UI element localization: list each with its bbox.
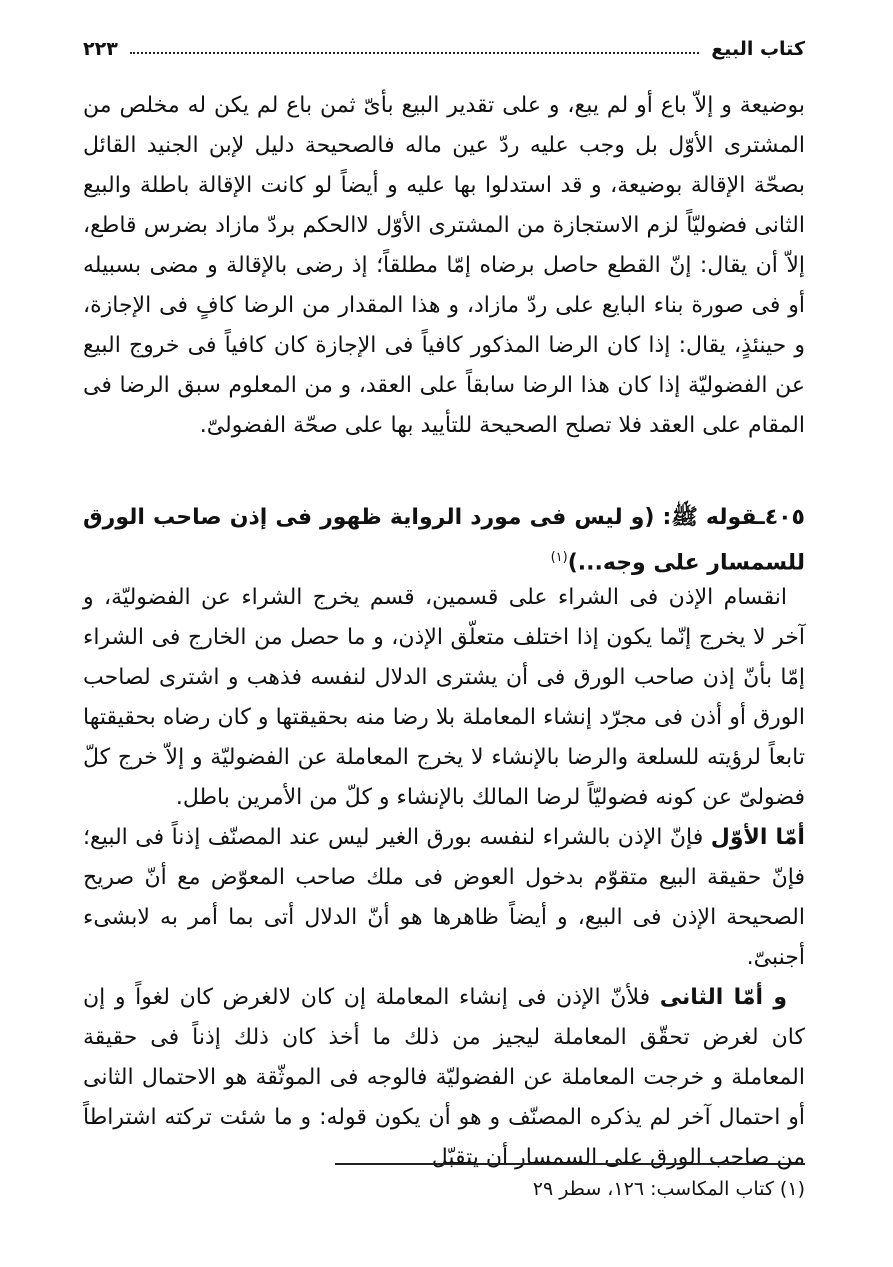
header-dotted-leader bbox=[130, 52, 699, 54]
section-heading bbox=[83, 498, 805, 583]
footnote-reference: (١) bbox=[550, 550, 568, 565]
section-paragraph-3: و أمّا الثانى فلأنّ الإذن فى إنشاء المعاملة إن كان لالغرض كان لغواً و إن كان لغرض تحقّق المعاملة ليجيز من ذلك ما أخذ كان ذلك إذناً فى حقيقة المعاملة و خرجت المعاملة عن الفضوليّة فالوجه فى الموثّقة هو الاحتمال الثانى أو احتمال آخر لم يذكره المصنّف و هو أن يكون قوله: و ما شئت تركته اشتراطاً من صاحب الورق على السمسار أن يتقبّل bbox=[83, 985, 805, 1170]
section-paragraph-3-lead: و أمّا الثانى bbox=[659, 985, 787, 1010]
section-heading-text: قوله ﷺ: (و ليس فى مورد الرواية ظهور فى إذن صاحب الورق للسمسار على وجه...) bbox=[83, 505, 805, 576]
running-header bbox=[83, 32, 805, 66]
body-text bbox=[83, 86, 805, 446]
section-paragraph-1: انقسام الإذن فى الشراء على قسمين، قسم يخرج الشراء عن الفضوليّة، و آخر لا يخرج إنّما يكون إذا اختلف متعلّق الإذن، و ما حصل من الخارج فى الشراء إمّا بأنّ إذن صاحب الورق فى أن يشترى الدلال لنفسه فذهب و اشترى لصاحب الورق أو أذن فى مجرّد إنشاء المعاملة بلا رضا منه بحقيقتها و كان رضاه بحقيقتها تابعاً لرؤيته للسلعة والرضا بالإنشاء لا يخرج المعاملة عن الفضوليّة و إلاّ خرج كلّ فضولىّ عن كونه فضوليّاً لرضا المالك بالإنشاء و كلّ من الأمرين باطل. bbox=[83, 585, 805, 810]
paragraph-1: بوضيعة و إلاّ باع أو لم يبع، و على تقدير البيع بأىّ ثمن باع لم يكن له مخلص من المشترى الأوّل بل وجب عليه ردّ عين ماله فالصحيحة دليل لإبن الجنيد القائل بصحّة الإقالة بوضيعة، و قد استدلوا بها عليه و أيضاً لو كانت الإقالة باطلة والبيع الثانى فضوليّاً لزم الاستجازة من المشترى الأوّل لاالحكم بردّ مازاد بضرس قاطع، إلاّ أن يقال: إنّ القطع حاصل برضاه إمّا مطلقاً؛ إذ رضى بالإقالة و مضى بسبيله أو فى صورة بناء البايع على ردّ مازاد، و هذا المقدار من الرضا كافٍ فى الإجازة، و حينئذٍ، يقال: إذا كان الرضا المذكور كافياً فى الإجازة كان كافياً فى خروج البيع عن الفضوليّة إذا كان هذا الرضا سابقاً على العقد، و من المعلوم سبق الرضا فى المقام على العقد فلا تصلح الصحيحة للتأييد بها على صحّة الفضولىّ. bbox=[83, 93, 805, 438]
section-number: ٤٠٥ـ bbox=[757, 505, 805, 530]
section-paragraph-2: أمّا الأوّل فإنّ الإذن بالشراء لنفسه بورق الغير ليس عند المصنّف إذناً فى البيع؛ فإنّ حقيقة البيع متقوّم بدخول العوض فى ملك صاحب المعوّض مع أنّ صريح الصحيحة الإذن فى البيع، و أيضاً ظاهرها هو أنّ الدلال أتى بما أمر به لابشىء أجنبىّ. bbox=[83, 825, 805, 970]
page-number: ٢٢٣ bbox=[83, 38, 118, 60]
section-paragraph-2-lead: أمّا الأوّل bbox=[710, 825, 805, 850]
footnote-divider bbox=[335, 1163, 805, 1165]
footnote: (١) كتاب المكاسب: ١٢٦، سطر ٢٩ bbox=[532, 1178, 805, 1200]
header-title: كتاب البيع bbox=[711, 38, 805, 60]
section-body bbox=[83, 578, 805, 1178]
